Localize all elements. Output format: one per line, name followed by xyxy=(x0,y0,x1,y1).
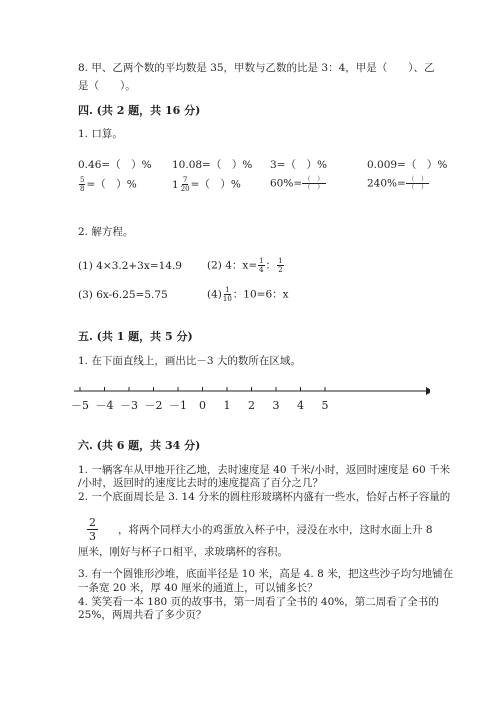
q6-4-line2: 25%，两周共看了多少页？ xyxy=(78,609,207,621)
mental-calc-1: 0.46=（ ）% xyxy=(78,159,152,171)
mental-calc-2: 10.08=（ ）% xyxy=(172,159,253,171)
section6-heading: 六. (共 6 题，共 34 分) xyxy=(78,439,201,452)
number-line-tick-label: 1 xyxy=(223,399,231,412)
q6-1-line2: /小时，返回时的速度比去时的速度提高了百分之几？ xyxy=(78,477,324,489)
equation-4: (4) $\frac{1}{10}$ ：10=6：x xyxy=(207,286,289,303)
q6-2-line3: 厘米，刚好与杯子口相平，求玻璃杯的容积。 xyxy=(78,546,288,558)
number-line-tick-label: 0 xyxy=(199,399,206,412)
q6-1-line1: 1. 一辆客车从甲地开往乙地，去时速度是 40 千米/小时，返回时速度是 60 千米 xyxy=(78,464,450,476)
number-line-tick-label: 5 xyxy=(321,399,329,412)
equation-3: (3) 6x-6.25=5.75 xyxy=(78,289,168,301)
mixed-number: 1 $\frac{7}{20}$ xyxy=(172,176,190,193)
number-line-tick-label: －3 xyxy=(120,399,138,412)
q6-2-line1: 2. 一个底面周长是 3. 14 分米的圆柱形玻璃杯内盛有一些水，恰好占杯子容量的 xyxy=(78,491,451,503)
q8-line1: 8. 甲、乙两个数的平均数是 35，甲数与乙数的比是 3：4，甲是（ ）、乙 xyxy=(78,62,435,74)
blank-fraction: （ ） （ ） xyxy=(407,175,428,191)
q2-title: 2. 解方程。 xyxy=(78,226,134,238)
q8-line2: 是（ ）。 xyxy=(78,80,136,92)
section4-heading: 四. (共 2 题，共 16 分) xyxy=(78,104,201,117)
fraction: $\frac{2}{3}$ xyxy=(89,516,96,543)
number-line-tick-label: 2 xyxy=(248,399,255,412)
mental-calc-3: 3=（ ）% xyxy=(270,159,327,171)
number-line-tick-label: －2 xyxy=(144,399,163,412)
q1-title: 1. 口算。 xyxy=(78,128,123,140)
mental-calc-5: $\frac{5}{8}$ =（ ）% xyxy=(80,176,137,193)
number-line-tick-label: －4 xyxy=(95,399,114,412)
mental-calc-4: 0.009=（ ）% xyxy=(367,159,448,171)
number-line xyxy=(70,382,430,418)
number-line-tick-label: －5 xyxy=(71,399,89,412)
equation-2: (2) 4：x= $\frac{1}{4}$ ： $\frac{1}{2}$ xyxy=(207,257,283,274)
q6-3-line2: 一条宽 20 米，厚 40 厘米的通道上，可以铺多长？ xyxy=(78,582,318,594)
mental-calc-8: 240%= （ ） （ ） xyxy=(367,175,428,191)
arrow-right-icon xyxy=(426,387,430,395)
fraction: $\frac{5}{8}$ xyxy=(80,176,85,193)
equation-1: (1) 4×3.2+3x=14.9 xyxy=(78,260,182,272)
q6-2-line2-text: ，将两个同样大小的鸡蛋放入杯子中，浸没在水中，这时水面上升 8 xyxy=(118,524,433,536)
q6-3-line1: 3. 有一个圆锥形沙堆，底面半径是 10 米，高是 4. 8 米，把这些沙子均匀地铺在 xyxy=(78,568,454,580)
mental-calc-7: 60%= （ ） （ ） xyxy=(270,175,324,191)
q6-2-line2 xyxy=(86,516,99,543)
blank-fraction: （ ） （ ） xyxy=(304,175,324,191)
mental-calc-6: 1 $\frac{7}{20}$ =（ ）% xyxy=(172,176,241,193)
number-line-tick-label: 4 xyxy=(297,399,304,412)
number-line-tick-label: 3 xyxy=(272,399,280,412)
number-line-tick-label: －1 xyxy=(169,399,187,412)
q5-1-text: 1. 在下面直线上，画出比－3 大的数所在区域。 xyxy=(78,355,301,367)
q6-4-line1: 4. 笑笑看一本 180 页的故事书，第一周看了全书的 40%，第二周看了全书的 xyxy=(78,596,439,608)
section5-heading: 五. (共 1 题，共 5 分) xyxy=(78,330,193,343)
